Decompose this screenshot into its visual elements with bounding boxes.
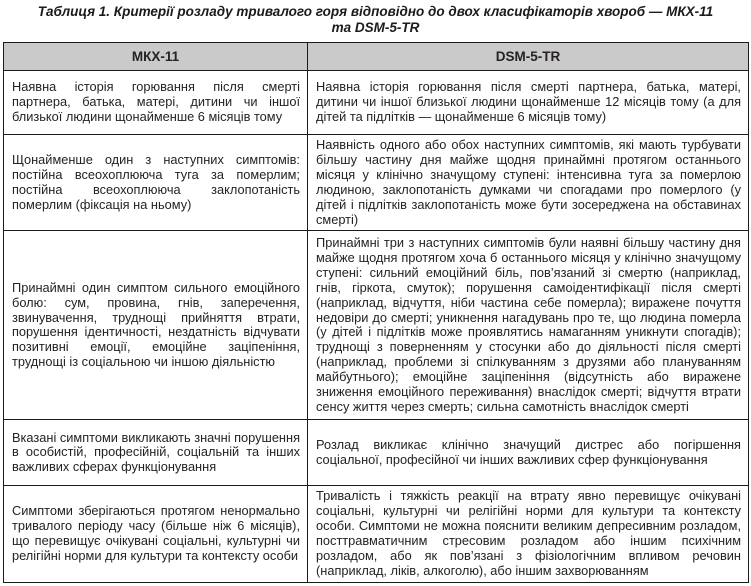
cell-dsm-row2: Наявність одного або обох наступних симптомів, які мають турбувати більшу частину дня майже щодня принаймні протягом останнього місяця у клінічно значущому ступені: інтенсивна туга за померлою людиною, заклопотаність думками чи спогадами про померлого (у дітей і підлітків заклопотаність може бути зосереджена на обставинах смерті) bbox=[308, 135, 749, 231]
table-row bbox=[4, 135, 749, 231]
column-header-mkx-11: МКХ-11 bbox=[4, 43, 308, 71]
cell-mkx-row1: Наявна історія горювання після смерті партнера, батька, матері, дитини чи іншої близької людини щонайменше 6 місяців тому bbox=[4, 71, 308, 135]
cell-mkx-row5: Симптоми зберігаються протягом ненормально тривалого періоду часу (більше ніж 6 місяців), що перевищує очікувані соціальні, культурні чи релігійні норми для культури та контексту особи bbox=[4, 486, 308, 582]
column-header-dsm-5-tr: DSM-5-TR bbox=[308, 43, 749, 71]
cell-mkx-row4: Вказані симптоми викликають значні порушення в особистій, професійній, соціальній та інших важливих сферах функціонування bbox=[4, 420, 308, 486]
table-row bbox=[4, 231, 749, 420]
table-row bbox=[4, 71, 749, 135]
cell-mkx-row3: Принаймні один симптом сильного емоційного болю: сум, провина, гнів, заперечення, звинувачення, труднощі прийняття втрати, порушення ідентичності, нездатність відчувати позитивні емоції, емоційне заціпеніння, труднощі із соціальною чи іншою діяльністю bbox=[4, 231, 308, 420]
cell-dsm-row5: Тривалість і тяжкість реакції на втрату явно перевищує очікувані соціальні, культурні чи релігійні норми для культури та контексту особи. Симптоми не можна пояснити великим депресивним розладом, посттравматичним стресовим розладом або іншим психічним розладом, або як пов’язані з фізіологічним впливом речовин (наприклад, ліків, алкоголю), або іншим захворюванням bbox=[308, 486, 749, 582]
cell-dsm-row3: Принаймні три з наступних симптомів були наявні більшу частину дня майже щодня протягом хоча б останнього місяця у клінічно значущому ступені: сильний емоційний біль, пов’язаний зі смертю (наприклад, гнів, гіркота, смуток); порушення самоідентифікації після смерті (наприклад, відчуття, ніби частина себе померла); виражене почуття недовіри до смерті; уникнення нагадувань про те, що людина померла (у дітей і підлітків може проявлятись намаганням уникнути спогадів); труднощі з поверненням у стосунки або до діяльності після смерті (наприклад, проблеми зі спілкуванням з друзями або плануванням майбутнього); емоційне заціпеніння (відсутність або виражене зниження емоційного переживання) внаслідок смерті; відчуття втрати сенсу життя через смерть; сильна самотність внаслідок смерті bbox=[308, 231, 749, 420]
cell-mkx-row2: Щонайменше один з наступних симптомів: постійна всеохоплююча туга за померлим; постійна всеохоплююча заклопотаність померлим (фіксація на ньому) bbox=[4, 135, 308, 231]
table-caption bbox=[0, 0, 751, 36]
cell-dsm-row1: Наявна історія горювання після смерті партнера, батька, матері, дитини чи іншої близької людини щонайменше 12 місяців тому (а для дітей та підлітків — щонайменше 6 місяців тому) bbox=[308, 71, 749, 135]
table-caption-line2: та DSM-5-TR bbox=[331, 20, 420, 35]
cell-dsm-row4: Розлад викликає клінічно значущий дистрес або погіршення соціальної, професійної чи інших важливих сфер функціонування bbox=[308, 420, 749, 486]
table-caption-line1: Таблиця 1. Критерії розладу тривалого горя відповідно до двох класифікаторів хвороб — МКХ-11 bbox=[37, 4, 714, 19]
table-header-row bbox=[4, 43, 749, 71]
criteria-comparison-table bbox=[3, 42, 749, 583]
table-row bbox=[4, 486, 749, 582]
table-row bbox=[4, 420, 749, 486]
